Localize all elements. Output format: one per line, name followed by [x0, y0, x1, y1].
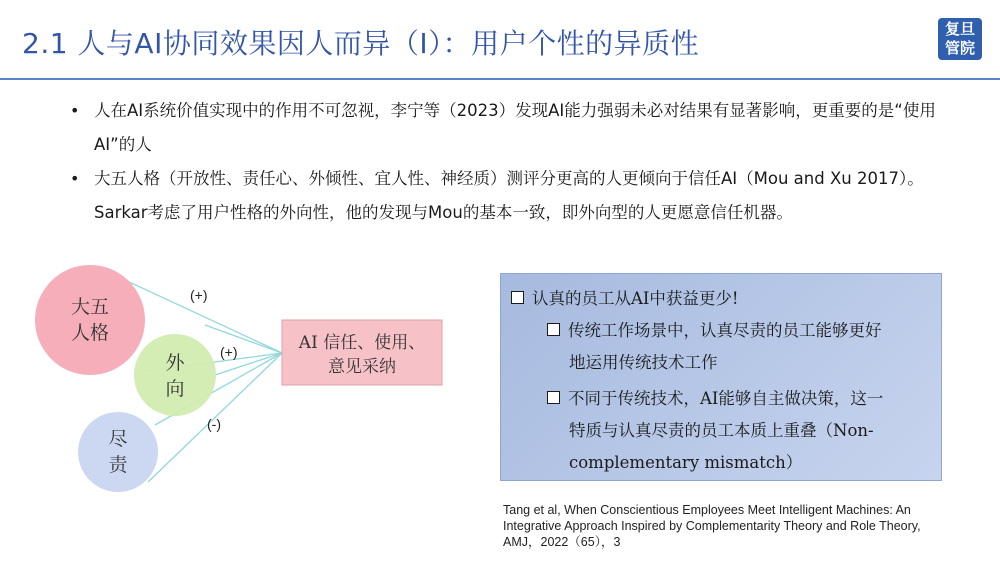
conscientiousness-circle [78, 412, 158, 492]
citation-line: AMJ，2022（65），3 [503, 535, 621, 549]
sign-label: (-) [207, 416, 221, 432]
citation-line: Integrative Approach Inspired by Complementarity Theory and Role Theory, [503, 519, 921, 533]
checkbox-icon [547, 391, 560, 404]
finding-item-1 [547, 316, 882, 346]
finding-item-2-cont: complementary mismatch） [569, 453, 803, 472]
citation-line: Tang et al, When Conscientious Employees Meet Intelligent Machines: An [503, 503, 911, 517]
title-divider [0, 78, 1000, 80]
connector-line [205, 325, 282, 353]
big-five-label: 大五 [70, 296, 110, 318]
personality-diagram [0, 260, 470, 510]
sign-label: (+) [190, 287, 208, 303]
finding-box [500, 273, 942, 481]
bullet-item: • 人在AI系统价值实现中的作用不可忽视，李宁等（2023）发现AI能力强弱未必对结果有显著影响，更重要的是“使用AI”的人 [70, 94, 950, 162]
bullet-list [70, 94, 950, 230]
extraversion-label: 外 [165, 352, 185, 374]
logo-line-2: 管院 [944, 39, 975, 57]
conscientiousness-label: 尽 [108, 428, 128, 450]
finding-item-text: 传统工作场景中，认真尽责的员工能够更好 [568, 321, 882, 340]
finding-item-1-cont: 地运用传统技术工作 [569, 353, 718, 372]
fudan-logo [938, 18, 982, 60]
checkbox-icon [547, 323, 560, 336]
bullet-item: • 大五人格（开放性、责任心、外倾性、宜人性、神经质）测评分更高的人更倾向于信任AI（Mou and Xu 2017）。Sarkar考虑了用户性格的外向性，他的发现与Mou的基本一致，即外向型的人更愿意信任机器。 [70, 162, 950, 230]
finding-item-2 [547, 384, 883, 414]
ai-trust-label: 意见采纳 [328, 357, 396, 377]
finding-item-text: 不同于传统技术，AI能够自主做决策，这一 [568, 389, 884, 408]
sign-label: (+) [220, 344, 238, 360]
page-title: 2.1 人与AI协同效果因人而异（I）：用户个性的异质性 [22, 27, 700, 60]
finding-item-2-cont: 特质与认真尽责的员工本质上重叠（Non- [569, 421, 874, 440]
logo-line-1: 复旦 [944, 20, 975, 38]
checkbox-icon [511, 291, 524, 304]
big-five-circle [35, 265, 145, 375]
finding-heading [511, 284, 739, 314]
citation [503, 502, 973, 550]
finding-heading-text: 认真的员工从AI中获益更少! [532, 289, 739, 308]
ai-trust-label: AI 信任、使用、 [298, 333, 426, 353]
extraversion-circle [134, 334, 216, 416]
big-five-label: 人格 [70, 322, 110, 344]
conscientiousness-label: 责 [108, 454, 128, 476]
extraversion-label: 向 [165, 378, 185, 400]
